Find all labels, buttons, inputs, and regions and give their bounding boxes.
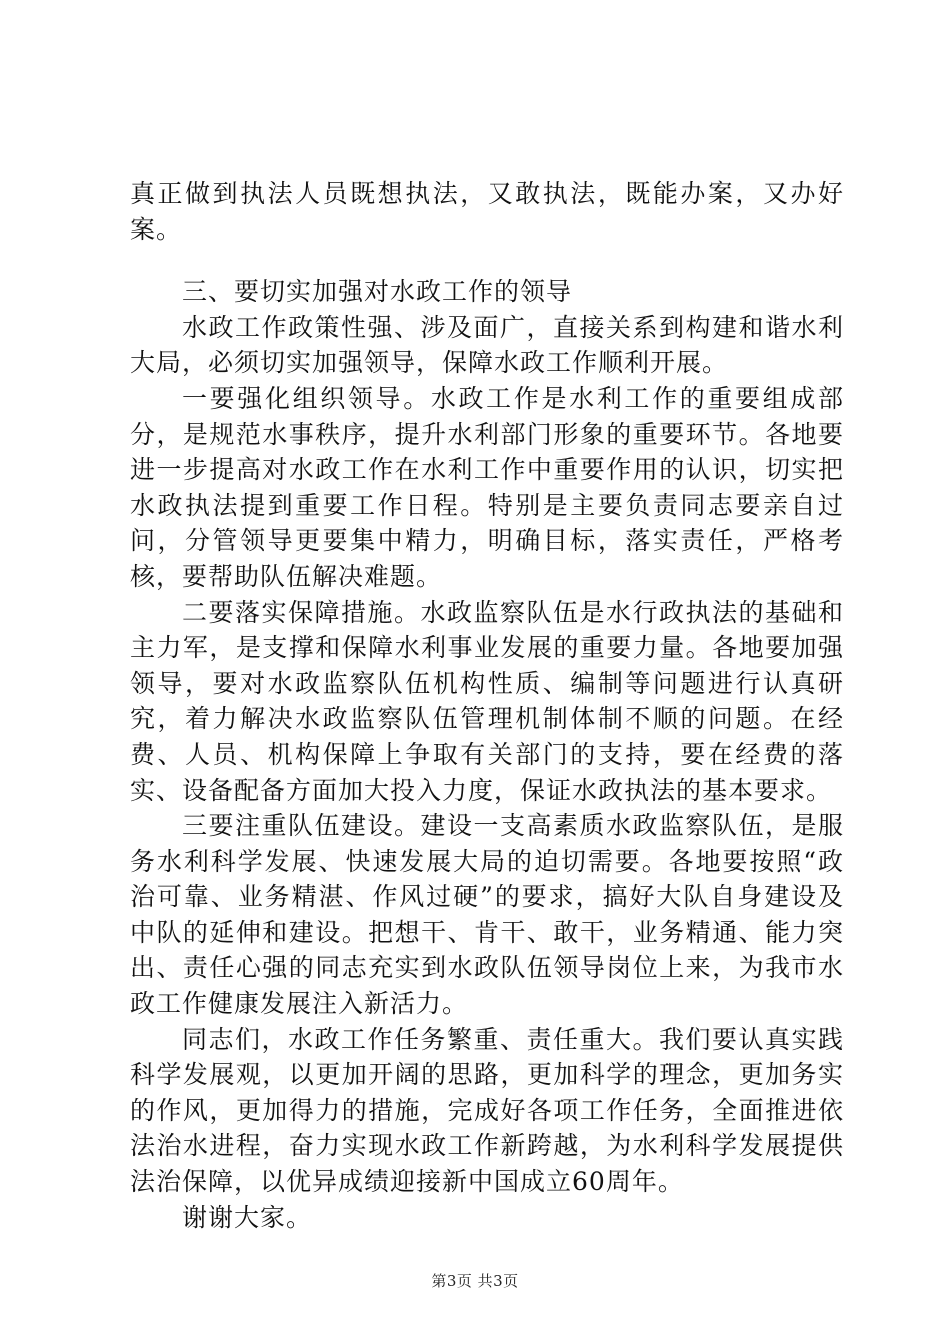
paragraph-intro: 水政工作政策性强、涉及面广，直接关系到构建和谐水利大局，必须切实加强领导，保障水政工作顺利开展。	[130, 312, 844, 378]
paragraph-team-building: 三要注重队伍建设。建设一支高素质水政监察队伍，是服务水利科学发展、快速发展大局的迫切需要。各地要按照“政治可靠、业务精湛、作风过硬”的要求，搞好大队自身建设及中队的延伸和建设。把想干、肯干、敢干，业务精通、能力突出、责任心强的同志充实到水政队伍领导岗位上来，为我市水政工作健康发展注入新活力。	[130, 811, 844, 1019]
paragraph-closing: 同志们，水政工作任务繁重、责任重大。我们要认真实践科学发展观，以更加开阔的思路，更加科学的理念，更加务实的作风，更加得力的措施，完成好各项工作任务，全面推进依法治水进程，奋力实现水政工作新跨越，为水利科学发展提供法治保障，以优异成绩迎接新中国成立60周年。	[130, 1024, 844, 1197]
paragraph-organization: 一要强化组织领导。水政工作是水利工作的重要组成部分，是规范水事秩序，提升水利部门形象的重要环节。各地要进一步提高对水政工作在水利工作中重要作用的认识，切实把水政执法提到重要工作日程。特别是主要负责同志要亲自过问，分管领导更要集中精力，明确目标，落实责任，严格考核，要帮助队伍解决难题。	[130, 383, 844, 591]
paragraph-safeguards: 二要落实保障措施。水政监察队伍是水行政执法的基础和主力军，是支撑和保障水利事业发展的重要力量。各地要加强领导，要对水政监察队伍机构性质、编制等问题进行认真研究，着力解决水政监察队伍管理机制体制不顺的问题。在经费、人员、机构保障上争取有关部门的支持，要在经费的落实、设备配备方面加大投入力度，保证水政执法的基本要求。	[130, 597, 844, 805]
document-body	[130, 176, 844, 1235]
paragraph-continuation: 真正做到执法人员既想执法，又敢执法，既能办案，又办好案。	[130, 179, 844, 244]
section-heading: 三、要切实加强对水政工作的领导	[182, 277, 573, 307]
page-number-footer: 第3页 共3页	[431, 1272, 519, 1290]
paragraph-thanks: 谢谢大家。	[182, 1202, 313, 1232]
